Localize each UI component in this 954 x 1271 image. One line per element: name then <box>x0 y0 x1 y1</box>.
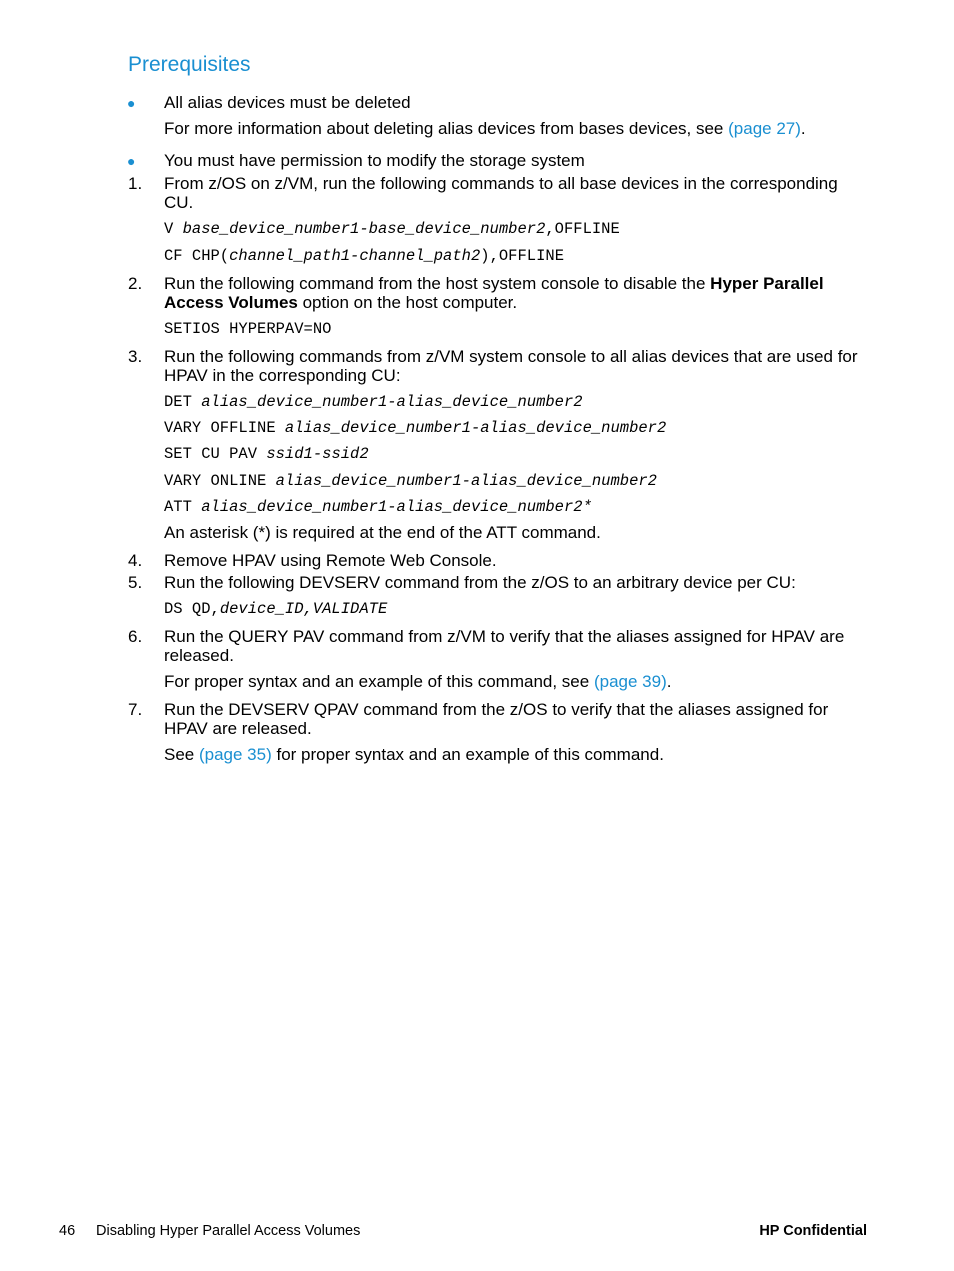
step-number: 5. <box>128 573 143 592</box>
code-line: V base_device_number1-base_device_number2,OFFLINE <box>164 220 620 238</box>
step-text: Run the following DEVSERV command from the z/OS to an arbitrary device per CU: <box>164 573 796 592</box>
section-heading: Prerequisites <box>128 53 251 76</box>
code-line: DS QD,device_ID,VALIDATE <box>164 600 388 618</box>
page-link[interactable]: (page 27) <box>728 119 801 138</box>
step-note: An asterisk (*) is required at the end of the ATT command. <box>164 523 601 542</box>
step-number: 3. <box>128 347 143 366</box>
confidential-label: HP Confidential <box>759 1223 867 1239</box>
step-number: 1. <box>128 174 143 193</box>
bullet-note: For more information about deleting alias devices from bases devices, see (page 27). <box>164 119 806 138</box>
code-line: VARY ONLINE alias_device_number1-alias_device_number2 <box>164 472 657 490</box>
step-note: See (page 35) for proper syntax and an example of this command. <box>164 745 664 764</box>
step-number: 7. <box>128 700 143 719</box>
bullet-icon: ● <box>127 153 136 169</box>
code-line: DET alias_device_number1-alias_device_number2 <box>164 393 583 411</box>
footer-section-title: Disabling Hyper Parallel Access Volumes <box>96 1223 361 1239</box>
step-text: Run the following command from the host system console to disable the Hyper Parallel Access Volumes option on the host computer. <box>164 274 824 312</box>
bullet-item: You must have permission to modify the storage system <box>164 151 585 170</box>
step-text: Remove HPAV using Remote Web Console. <box>164 551 497 570</box>
page-number: 46 <box>59 1223 76 1239</box>
bullet-icon: ● <box>127 95 136 111</box>
code-line: CF CHP(channel_path1-channel_path2),OFFLINE <box>164 247 564 265</box>
step-number: 6. <box>128 627 143 646</box>
step-text: From z/OS on z/VM, run the following commands to all base devices in the corresponding CU. <box>164 174 838 212</box>
step-number: 2. <box>128 274 143 293</box>
step-note: For proper syntax and an example of this command, see (page 39). <box>164 672 672 691</box>
step-number: 4. <box>128 551 143 570</box>
bullet-item: All alias devices must be deleted <box>164 93 411 112</box>
step-text: Run the following commands from z/VM system console to all alias devices that are used for HPAV in the corresponding CU: <box>164 347 858 385</box>
code-line: SET CU PAV ssid1-ssid2 <box>164 445 369 463</box>
code-line: SETIOS HYPERPAV=NO <box>164 320 332 338</box>
step-text: Run the DEVSERV QPAV command from the z/OS to verify that the aliases assigned for HPAV are released. <box>164 700 829 738</box>
code-line: ATT alias_device_number1-alias_device_number2* <box>164 498 592 516</box>
step-text: Run the QUERY PAV command from z/VM to verify that the aliases assigned for HPAV are released. <box>164 627 845 665</box>
code-line: VARY OFFLINE alias_device_number1-alias_device_number2 <box>164 419 667 437</box>
page-link[interactable]: (page 39) <box>593 672 667 691</box>
page-link[interactable]: (page 35) <box>198 745 272 764</box>
